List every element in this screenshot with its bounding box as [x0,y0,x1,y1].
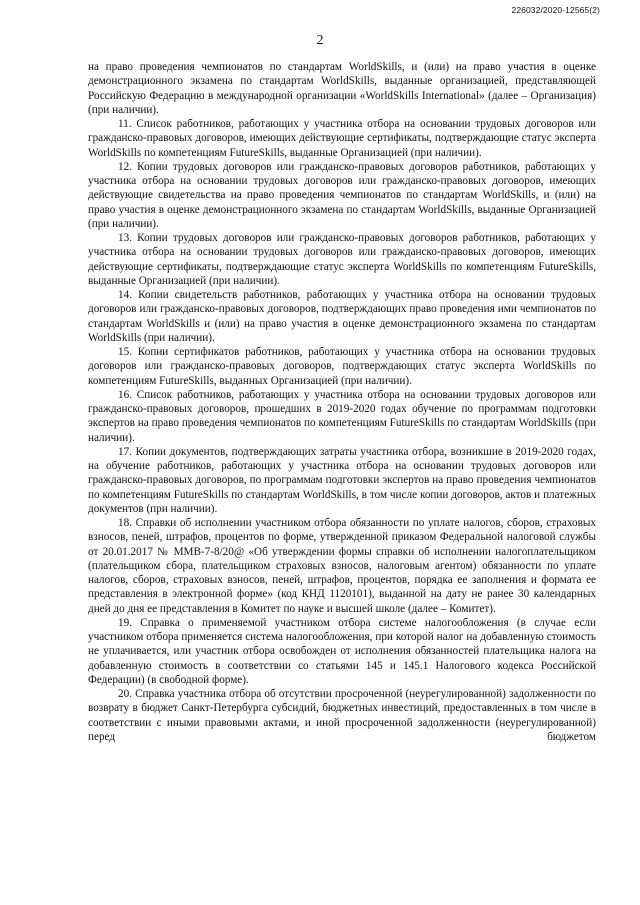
paragraph-item-13: 13. Копии трудовых договоров или гражданско-правовых договоров работников, работающих у участника отбора на основании трудовых договоров или гражданско-правовых договоров, имеющих действующие сертификаты, подтверждающие статус эксперта WorldSkills по компетенциям FutureSkills, выданные Организацией (при наличии). [88,232,596,287]
paragraph-item-14: 14. Копии свидетельств работников, работающих у участника отбора на основании трудовых договоров или гражданско-правовых договоров, подтверждающих право проведения ими чемпионатов по стандартам WorldSkills и (или) на право участия в оценке демонстрационного экзамена по стандартам WorldSkills (при наличии). [88,289,596,344]
paragraph-item-18: 18. Справки об исполнении участником отбора обязанности по уплате налогов, сборов, страховых взносов, пеней, штрафов, процентов по форме, утвержденной приказом Федеральной налоговой службы от 20.01.2017 № ММВ-7-8/20@ «Об утверждении формы справки об исполнении налогоплательщиком (плательщиком сбора, плательщиком страховых взносов, налоговым агентом) обязанности по уплате налогов, сборов, страховых взносов, пеней, штрафов, процентов, порядка ее заполнения и формата ее представления в электронной форме» (код КНД 1120101), выданной на дату не ранее 30 календарных дней до дня ее представления в Комитет по науке и высшей школе (далее – Комитет). [88,517,596,615]
document-registration-number: 226032/2020-12565(2) [511,5,600,15]
paragraph-item-12: 12. Копии трудовых договоров или гражданско-правовых договоров работников, работающих у участника отбора на основании трудовых договоров или гражданско-правовых договоров, имеющих действующие свидетельства на право проведения чемпионатов по стандартам WorldSkills, и (или) на право участия в оценке демонстрационного экзамена по стандартам WorldSkills, выданные Организацией (при наличии). [88,160,596,230]
paragraph-item-19: 19. Справка о применяемой участником отбора системе налогообложения (в случае если участником отбора применяется система налогообложения, при которой налог на добавленную стоимость не уплачивается, или участник отбора освобожден от исполнения обязанностей плательщика налога на добавленную стоимость в соответствии со статьями 145 и 145.1 Налогового кодекса Российской Федерации) (в свободной форме). [88,616,596,686]
paragraph-item-16: 16. Список работников, работающих у участника отбора на основании трудовых договоров или гражданско-правовых договоров, прошедших в 2019-2020 годах обучение по программам подготовки экспертов на право проведения чемпионатов по компетенциям FutureSkills по стандартам WorldSkills (при наличии). [88,388,596,444]
page-number: 2 [316,33,324,48]
paragraph-item-20: 20. Справка участника отбора об отсутствии просроченной (неурегулированной) задолженности по возврату в бюджет Санкт-Петербурга субсидий, бюджетных инвестиций, предоставленных в том числе в соответствии с иными правовыми актами, и иной просроченной задолженности (неурегулированной) перед бюджетом [88,688,596,743]
paragraph-item-17: 17. Копии документов, подтверждающих затраты участника отбора, возникшие в 2019-2020 годах, на обучение работников, работающих у участника отбора на основании трудовых договоров или гражданско-правовых договоров, по программам подготовки экспертов на право проведения чемпионатов по компетенциям FutureSkills по стандартам WorldSkills, в том числе копии договоров, актов и платежных документов (при наличии). [88,445,596,515]
paragraph-item-11: 11. Список работников, работающих у участника отбора на основании трудовых договоров или гражданско-правовых договоров, имеющих действующие сертификаты, подтверждающие статус эксперта WorldSkills по компетенциям FutureSkills, выданные Организацией (при наличии). [88,118,596,159]
document-body [88,60,596,744]
paragraph-item-15: 15. Копии сертификатов работников, работающих у участника отбора на основании трудовых договоров или гражданско-правовых договоров, подтверждающих статус эксперта WorldSkills по компетенциям FutureSkills, выданных Организацией (при наличии). [88,346,596,387]
paragraph-continuation: на право проведения чемпионатов по стандартам WorldSkills, и (или) на право участия в оценке демонстрационного экзамена по стандартам WorldSkills, выданные организацией, представляющей Российскую Федерацию в международной организации «WorldSkills International» (далее – Организация) (при наличии). [88,61,596,116]
